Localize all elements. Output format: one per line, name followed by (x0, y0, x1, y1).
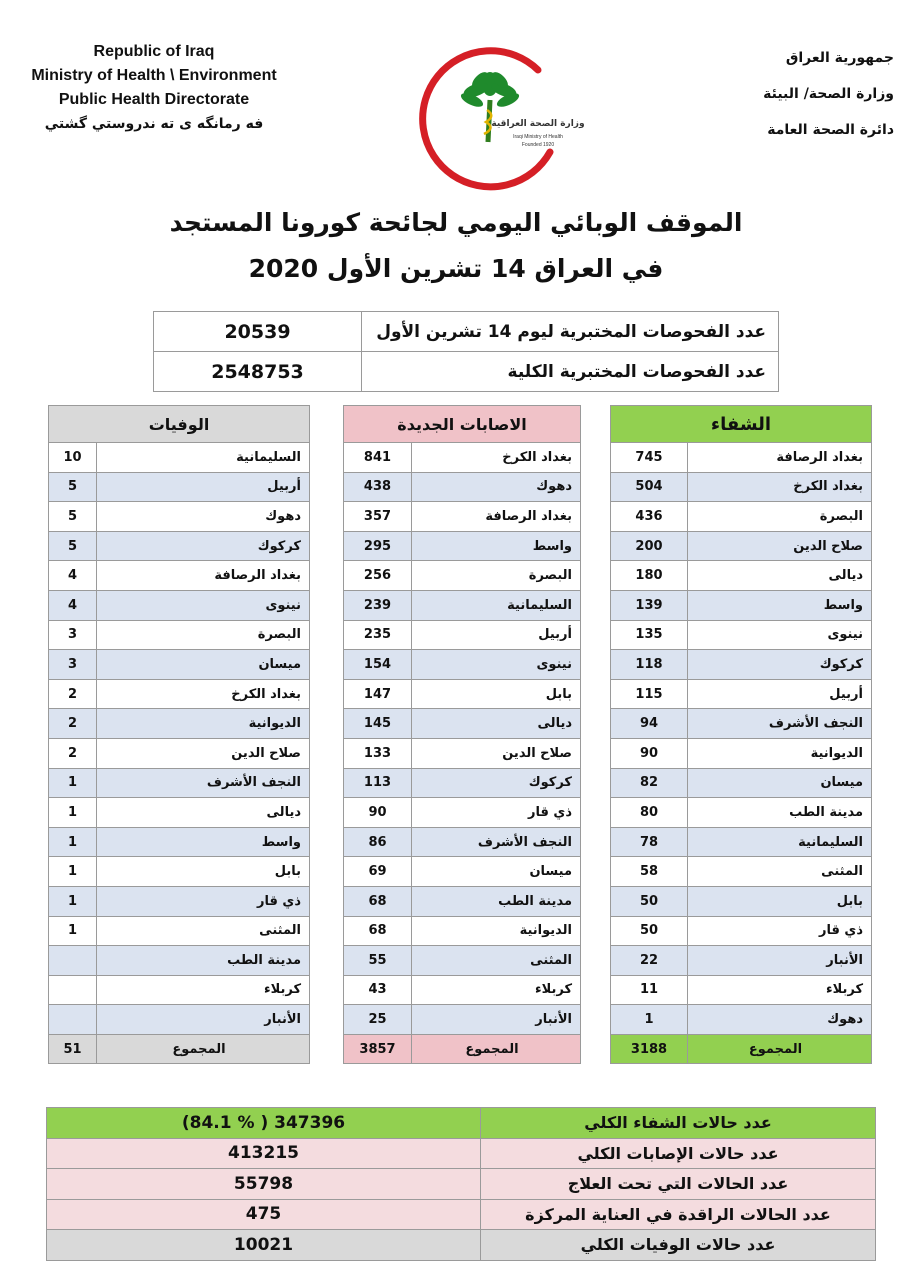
arabic-header (763, 40, 894, 148)
count-cell: 58 (611, 857, 688, 887)
count-cell (49, 946, 97, 976)
count-cell: 504 (611, 472, 688, 502)
province-cell: ذي قار (97, 886, 310, 916)
count-cell: 4 (49, 561, 97, 591)
province-cell: صلاح الدين (412, 738, 581, 768)
province-cell: بغداد الكرخ (97, 679, 310, 709)
header-en-line: Public Health Directorate (58, 91, 250, 108)
province-cell: أربيل (97, 472, 310, 502)
province-cell: مدينة الطب (412, 886, 581, 916)
count-cell: 94 (611, 709, 688, 739)
count-cell: 147 (344, 679, 412, 709)
province-cell: البصرة (412, 561, 581, 591)
count-cell (49, 1005, 97, 1035)
table-row (344, 916, 581, 946)
header-ar-line: جمهورية العراق (785, 50, 894, 66)
english-header (6, 40, 302, 136)
count-cell: 1 (49, 886, 97, 916)
province-cell: البصرة (688, 502, 872, 532)
count-cell: 90 (344, 798, 412, 828)
province-cell: ذي قار (412, 798, 581, 828)
count-cell: 1 (49, 798, 97, 828)
total-value: 3857 (344, 1034, 412, 1064)
table-row (344, 738, 581, 768)
table-row (49, 620, 310, 650)
count-cell: 80 (611, 798, 688, 828)
count-cell: 115 (611, 679, 688, 709)
count-cell: 1 (49, 768, 97, 798)
title-line-1: الموقف الوبائي اليومي لجائحة كورونا المستجد (169, 208, 743, 237)
count-cell: 50 (611, 886, 688, 916)
province-cell: الأنبار (97, 1005, 310, 1035)
province-cell: كربلاء (97, 975, 310, 1005)
table-row (611, 620, 872, 650)
table-row (344, 709, 581, 739)
table-row (611, 561, 872, 591)
summary-label: عدد الحالات الراقدة في العناية المركزة (481, 1199, 876, 1230)
table-row (49, 709, 310, 739)
province-cell: بابل (688, 886, 872, 916)
table-row (611, 590, 872, 620)
title-line-2: في العراق 14 تشرين الأول 2020 (248, 254, 664, 283)
count-cell (49, 975, 97, 1005)
province-cell: صلاح الدين (97, 738, 310, 768)
header-ar-line: دائرة الصحة العامة (767, 122, 894, 138)
summary-label: عدد الحالات التي تحت العلاج (481, 1169, 876, 1200)
count-cell: 139 (611, 590, 688, 620)
count-cell: 239 (344, 590, 412, 620)
province-cell: دهوك (412, 472, 581, 502)
province-cell: ميسان (97, 650, 310, 680)
province-cell: صلاح الدين (688, 531, 872, 561)
table-row (611, 472, 872, 502)
logo-text-english: Iraqi Ministry of Health (513, 134, 563, 140)
province-cell: ميسان (688, 768, 872, 798)
table-row (49, 561, 310, 591)
count-cell: 68 (344, 886, 412, 916)
table-row (611, 916, 872, 946)
table-row (49, 946, 310, 976)
total-label: المجموع (688, 1034, 872, 1064)
summary-value: 413215 (47, 1138, 481, 1169)
province-cell: ديالى (97, 798, 310, 828)
count-cell: 4 (49, 590, 97, 620)
total-value: 3188 (611, 1034, 688, 1064)
tests-value: 20539 (154, 312, 362, 352)
table-row (49, 472, 310, 502)
table-row (344, 590, 581, 620)
province-cell: بغداد الرصافة (412, 502, 581, 532)
province-cell: مدينة الطب (97, 946, 310, 976)
count-cell: 133 (344, 738, 412, 768)
count-cell: 5 (49, 502, 97, 532)
count-cell: 180 (611, 561, 688, 591)
province-cell: بغداد الكرخ (412, 443, 581, 473)
total-value: 51 (49, 1034, 97, 1064)
summary-row (47, 1199, 876, 1230)
count-cell: 1 (611, 1005, 688, 1035)
province-cell: ميسان (412, 857, 581, 887)
table-total-row (344, 1034, 581, 1064)
table-row (611, 827, 872, 857)
count-cell: 22 (611, 946, 688, 976)
province-cell: كربلاء (412, 975, 581, 1005)
table-row (611, 650, 872, 680)
province-cell: المثنى (412, 946, 581, 976)
count-cell: 3 (49, 650, 97, 680)
province-cell: بغداد الرصافة (688, 443, 872, 473)
province-cell: بابل (97, 857, 310, 887)
summary-row (47, 1108, 876, 1139)
count-cell: 2 (49, 679, 97, 709)
count-cell: 295 (344, 531, 412, 561)
table-row (49, 1005, 310, 1035)
summary-label: عدد حالات الشفاء الكلي (481, 1108, 876, 1139)
count-cell: 82 (611, 768, 688, 798)
palm-tree-emblem-icon (459, 69, 521, 142)
table-row (344, 561, 581, 591)
new-cases-table (343, 405, 581, 1064)
table-row (611, 679, 872, 709)
table-row (344, 886, 581, 916)
logo-text-founded: Founded 1920 (521, 142, 555, 148)
table-row (49, 679, 310, 709)
ministry-logo (410, 42, 585, 182)
table-row (49, 827, 310, 857)
count-cell: 436 (611, 502, 688, 532)
count-cell: 200 (611, 531, 688, 561)
table-row (611, 886, 872, 916)
table-header-row (611, 406, 872, 443)
province-cell: أربيل (412, 620, 581, 650)
summary-row (47, 1230, 876, 1261)
table-row (611, 857, 872, 887)
province-cell: مدينة الطب (688, 798, 872, 828)
table-row (344, 857, 581, 887)
province-cell: ديالى (412, 709, 581, 739)
table-row (344, 679, 581, 709)
province-cell: كربلاء (688, 975, 872, 1005)
count-cell: 86 (344, 827, 412, 857)
count-cell: 841 (344, 443, 412, 473)
table-row (344, 472, 581, 502)
province-cell: نينوى (412, 650, 581, 680)
count-cell: 2 (49, 709, 97, 739)
province-cell: دهوك (97, 502, 310, 532)
count-cell: 145 (344, 709, 412, 739)
count-cell: 5 (49, 531, 97, 561)
province-cell: البصرة (97, 620, 310, 650)
tests-row-daily (154, 312, 779, 352)
count-cell: 1 (49, 827, 97, 857)
count-cell: 5 (49, 472, 97, 502)
count-cell: 10 (49, 443, 97, 473)
table-row (344, 502, 581, 532)
count-cell: 78 (611, 827, 688, 857)
tests-label: عدد الفحوصات المختبرية ليوم 14 تشرين الأول (362, 312, 779, 352)
province-cell: بغداد الرصافة (97, 561, 310, 591)
totals-summary-table (46, 1107, 876, 1261)
count-cell: 113 (344, 768, 412, 798)
summary-value: (84.1 % ) 347396 (47, 1108, 481, 1139)
table-row (49, 590, 310, 620)
province-cell: المثنى (688, 857, 872, 887)
count-cell: 357 (344, 502, 412, 532)
count-cell: 118 (611, 650, 688, 680)
report-title (100, 200, 812, 292)
tests-label: عدد الفحوصات المختبرية الكلية (362, 352, 779, 392)
table-row (611, 1005, 872, 1035)
province-cell: المثنى (97, 916, 310, 946)
count-cell: 1 (49, 857, 97, 887)
table-row (611, 502, 872, 532)
province-cell: بابل (412, 679, 581, 709)
table-row (611, 709, 872, 739)
logo-text-arabic: وزارة الصحة العراقية (491, 119, 585, 129)
province-cell: ذي قار (688, 916, 872, 946)
count-cell: 745 (611, 443, 688, 473)
count-cell: 43 (344, 975, 412, 1005)
count-cell: 50 (611, 916, 688, 946)
table-row (344, 946, 581, 976)
table-row (49, 443, 310, 473)
count-cell: 90 (611, 738, 688, 768)
count-cell: 69 (344, 857, 412, 887)
table-header-row (344, 406, 581, 443)
table-row (344, 531, 581, 561)
province-cell: نينوى (97, 590, 310, 620)
province-cell: ديالى (688, 561, 872, 591)
table-row (49, 857, 310, 887)
table-row (344, 443, 581, 473)
table-row (611, 798, 872, 828)
summary-value: 55798 (47, 1169, 481, 1200)
count-cell: 3 (49, 620, 97, 650)
header-kurdish-line: فه رمانگه ی ته ندروستي گشتي (44, 116, 264, 132)
count-cell: 55 (344, 946, 412, 976)
total-label: المجموع (97, 1034, 310, 1064)
table-row (344, 620, 581, 650)
table-row (344, 975, 581, 1005)
province-cell: النجف الأشرف (688, 709, 872, 739)
header-ar-line: وزارة الصحة/ البيئة (763, 86, 894, 102)
table-row (49, 738, 310, 768)
count-cell: 438 (344, 472, 412, 502)
province-cell: الديوانية (688, 738, 872, 768)
table-row (611, 443, 872, 473)
province-cell: كركوك (412, 768, 581, 798)
lab-tests-table (153, 311, 779, 392)
table-row (49, 650, 310, 680)
table-total-row (49, 1034, 310, 1064)
table-row (49, 502, 310, 532)
table-header-row (49, 406, 310, 443)
province-cell: كركوك (688, 650, 872, 680)
recovered-table (610, 405, 872, 1064)
summary-value: 475 (47, 1199, 481, 1230)
table-title: الوفيات (49, 406, 310, 443)
summary-row (47, 1138, 876, 1169)
table-row (344, 650, 581, 680)
summary-label: عدد حالات الإصابات الكلي (481, 1138, 876, 1169)
table-title: الشفاء (611, 406, 872, 443)
summary-label: عدد حالات الوفيات الكلي (481, 1230, 876, 1261)
table-row (611, 768, 872, 798)
table-row (611, 975, 872, 1005)
province-cell: الديوانية (412, 916, 581, 946)
count-cell: 68 (344, 916, 412, 946)
province-cell: الديوانية (97, 709, 310, 739)
province-cell: الأنبار (412, 1005, 581, 1035)
deaths-table (48, 405, 310, 1064)
count-cell: 135 (611, 620, 688, 650)
province-cell: واسط (412, 531, 581, 561)
count-cell: 25 (344, 1005, 412, 1035)
table-row (49, 768, 310, 798)
table-row (49, 975, 310, 1005)
province-cell: السليمانية (688, 827, 872, 857)
province-cell: النجف الأشرف (412, 827, 581, 857)
tests-value: 2548753 (154, 352, 362, 392)
table-row (49, 916, 310, 946)
table-title: الاصابات الجديدة (344, 406, 581, 443)
province-cell: نينوى (688, 620, 872, 650)
count-cell: 11 (611, 975, 688, 1005)
province-cell: الأنبار (688, 946, 872, 976)
province-cell: بغداد الكرخ (688, 472, 872, 502)
count-cell: 2 (49, 738, 97, 768)
province-cell: واسط (688, 590, 872, 620)
summary-row (47, 1169, 876, 1200)
province-cell: السليمانية (97, 443, 310, 473)
province-cell: كركوك (97, 531, 310, 561)
table-row (344, 798, 581, 828)
table-row (344, 768, 581, 798)
table-row (611, 946, 872, 976)
table-row (49, 886, 310, 916)
table-row (49, 798, 310, 828)
tests-row-total (154, 352, 779, 392)
table-row (611, 531, 872, 561)
total-label: المجموع (412, 1034, 581, 1064)
table-row (344, 1005, 581, 1035)
count-cell: 256 (344, 561, 412, 591)
count-cell: 1 (49, 916, 97, 946)
province-cell: السليمانية (412, 590, 581, 620)
table-row (611, 738, 872, 768)
header-en-line: Republic of Iraq (93, 43, 215, 60)
count-cell: 154 (344, 650, 412, 680)
province-cell: النجف الأشرف (97, 768, 310, 798)
table-row (49, 531, 310, 561)
province-cell: أربيل (688, 679, 872, 709)
province-cell: واسط (97, 827, 310, 857)
table-total-row (611, 1034, 872, 1064)
header-en-line: Ministry of Health \ Environment (31, 67, 277, 84)
table-row (344, 827, 581, 857)
count-cell: 235 (344, 620, 412, 650)
summary-value: 10021 (47, 1230, 481, 1261)
province-cell: دهوك (688, 1005, 872, 1035)
